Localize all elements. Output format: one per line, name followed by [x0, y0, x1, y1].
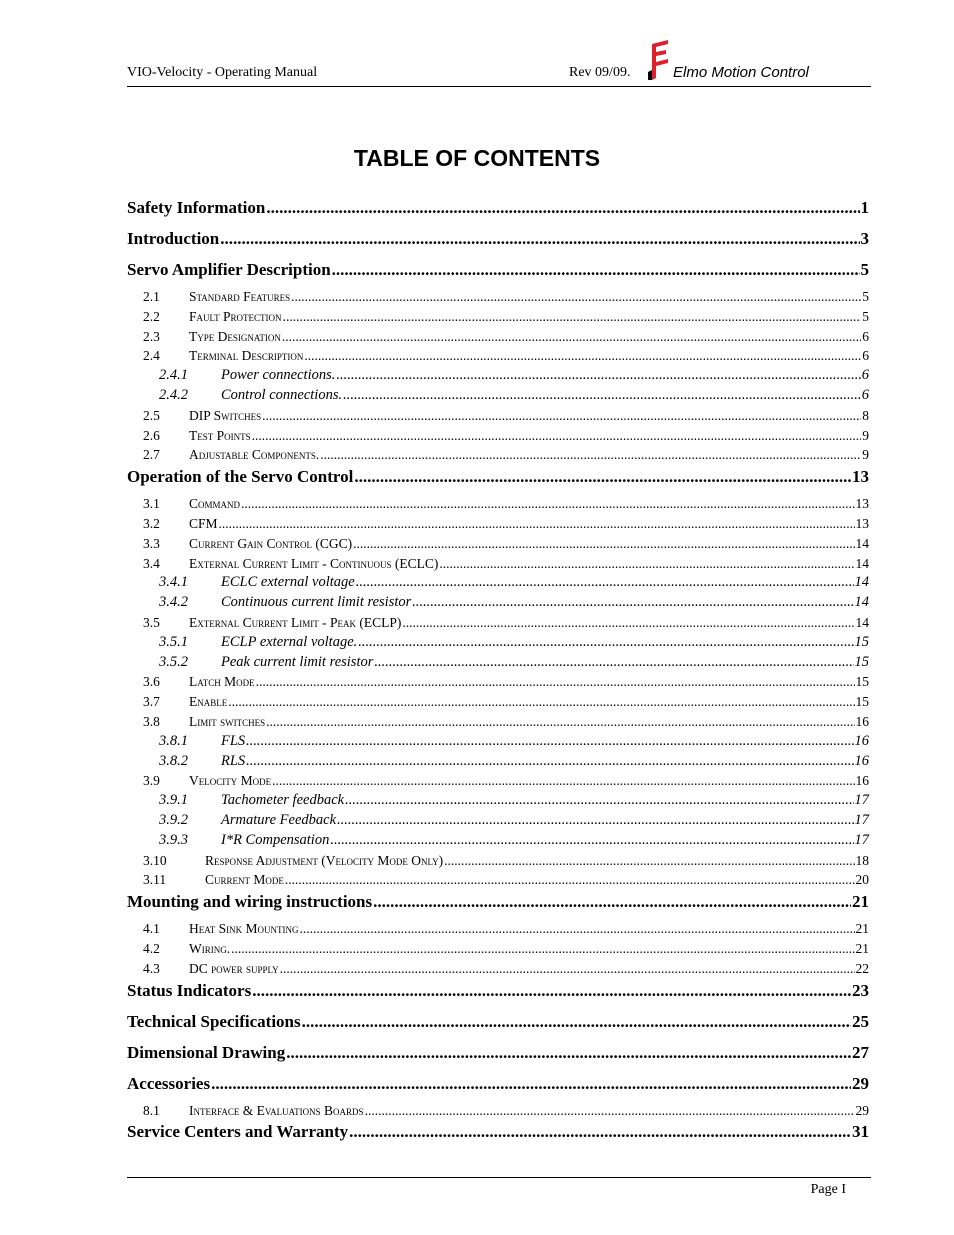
toc-entry-number: 2.7 — [143, 447, 160, 463]
toc-entry-page: 31 — [852, 1122, 869, 1142]
toc-dot-leader — [304, 346, 861, 366]
toc-entry-title: Command — [189, 496, 241, 512]
toc-entry-number: 3.10 — [143, 852, 167, 868]
toc-entry-title: Current Gain Control (CGC) — [189, 535, 353, 551]
toc-entry-title: Standard Features — [189, 289, 291, 304]
toc-entry[interactable] — [127, 514, 869, 534]
toc-entry-page: 3 — [860, 229, 869, 248]
toc-entry-page: 16 — [855, 773, 869, 789]
toc-entry-number: 4.2 — [143, 940, 160, 956]
toc-entry-number: 3.4.2 — [159, 594, 188, 611]
page-number: Page I — [810, 1182, 846, 1197]
toc-entry[interactable] — [127, 1101, 869, 1121]
toc-dot-leader — [402, 613, 854, 633]
toc-dot-leader — [374, 653, 853, 673]
toc-entry-page: 21 — [852, 892, 869, 912]
toc-dot-leader — [246, 732, 853, 752]
toc-entry-title: Power connections. — [221, 367, 336, 384]
toc-entry-number: 3.8.2 — [159, 752, 188, 769]
toc-entry-title: Response Adjustment (Velocity Mode Only) — [205, 852, 444, 868]
toc-dot-leader — [231, 939, 854, 959]
toc-entry-number: 3.5.2 — [159, 653, 188, 670]
toc-entry[interactable] — [127, 959, 869, 979]
toc-entry-page: 14 — [855, 535, 869, 551]
toc-entry-page: 29 — [855, 1102, 869, 1118]
toc-entry-title: Velocity Mode — [189, 773, 272, 789]
toc-dot-leader — [412, 593, 853, 613]
toc-dot-leader — [283, 307, 862, 327]
toc-entry-page: 13 — [855, 515, 869, 531]
toc-entry[interactable] — [127, 613, 869, 633]
toc-dot-leader — [330, 831, 853, 851]
toc-entry-number: 3.4 — [143, 555, 160, 571]
toc-entry-title: Accessories — [127, 1073, 211, 1093]
toc-entry-page: 18 — [855, 852, 869, 868]
toc-entry-page: 17 — [854, 811, 869, 828]
brand-name: Elmo Motion Control — [673, 64, 809, 81]
toc-entry-number: 2.1 — [143, 289, 160, 304]
toc-entry-title: Current Mode — [205, 872, 284, 888]
toc-entry[interactable] — [127, 1041, 869, 1072]
toc-entry[interactable] — [127, 1072, 869, 1101]
toc-entry-title: Operation of the Servo Control — [127, 467, 354, 487]
toc-entry-page: 5 — [860, 260, 869, 279]
toc-dot-leader — [336, 366, 860, 386]
toc-entry-page: 14 — [854, 594, 869, 611]
toc-entry-number: 2.6 — [143, 427, 160, 443]
toc-entry-number: 4.3 — [143, 960, 160, 976]
toc-entry-number: 3.8.1 — [159, 732, 188, 749]
toc-entry-title: External Current Limit - Peak (ECLP) — [189, 614, 402, 630]
toc-entry[interactable] — [127, 919, 869, 939]
toc-dot-leader — [280, 959, 855, 979]
toc-dot-leader — [365, 1101, 855, 1121]
toc-entry-page: 16 — [855, 713, 869, 729]
toc-entry-page: 16 — [854, 732, 869, 749]
toc-entry-page: 17 — [854, 792, 869, 809]
toc-entry-page: 20 — [855, 872, 869, 888]
toc-entry[interactable] — [127, 633, 869, 653]
toc-entry[interactable] — [127, 752, 869, 772]
toc-entry-page: 1 — [860, 198, 869, 217]
toc-dot-leader — [219, 514, 855, 534]
toc-dot-leader — [246, 752, 853, 772]
toc-entry-page: 17 — [854, 831, 869, 848]
toc-entry[interactable] — [127, 573, 869, 593]
toc-entry[interactable] — [127, 672, 869, 692]
toc-entry[interactable] — [127, 692, 869, 712]
toc-entry-page: 27 — [852, 1042, 869, 1062]
toc-entry-title: Test Points — [189, 427, 251, 443]
toc-entry-title: Fault Protection — [189, 308, 282, 324]
page-header — [127, 36, 871, 87]
toc-entry[interactable] — [127, 1010, 869, 1041]
toc-entry-title: Wiring. — [189, 940, 231, 956]
toc-entry-number: 4.1 — [143, 921, 160, 937]
toc-entry-title: DC power supply — [189, 960, 279, 976]
toc-entry-title: ECLP external voltage. — [221, 633, 358, 650]
toc-dot-leader — [439, 554, 854, 574]
toc-entry[interactable] — [127, 851, 869, 871]
toc-dot-leader — [349, 1120, 851, 1144]
toc-entry-page: 15 — [854, 633, 869, 650]
toc-entry-page: 15 — [855, 694, 869, 710]
toc-entry-number: 3.8 — [143, 713, 160, 729]
toc-dot-leader — [302, 1010, 851, 1034]
toc-dot-leader — [373, 890, 851, 914]
toc-dot-leader — [337, 811, 853, 831]
toc-entry[interactable] — [127, 196, 869, 227]
toc-entry-title: Status Indicators — [127, 980, 252, 1000]
toc-entry[interactable] — [127, 771, 869, 791]
toc-entry-page: 21 — [855, 940, 869, 956]
toc-entry-title: Mounting and wiring instructions — [127, 892, 373, 912]
toc-dot-leader — [228, 692, 854, 712]
toc-entry-number: 3.2 — [143, 515, 160, 531]
toc-entry[interactable] — [127, 554, 869, 574]
toc-entry-page: 21 — [855, 921, 869, 937]
toc-dot-leader — [332, 258, 860, 282]
toc-entry-page: 6 — [861, 367, 869, 384]
toc-entry[interactable] — [127, 465, 869, 494]
toc-entry[interactable] — [127, 346, 869, 366]
toc-dot-leader — [343, 386, 861, 406]
toc-entry-number: 8.1 — [143, 1102, 160, 1118]
toc-entry[interactable] — [127, 811, 869, 831]
toc-entry-title: Tachometer feedback — [221, 792, 345, 809]
toc-entry-page: 6 — [862, 348, 869, 364]
toc-entry-page: 5 — [862, 308, 869, 324]
toc-entry-title: Limit switches — [189, 713, 266, 729]
table-of-contents — [127, 196, 869, 1151]
toc-entry-title: Introduction — [127, 229, 220, 248]
toc-entry[interactable] — [127, 712, 869, 732]
toc-entry-title: CFM — [189, 515, 218, 531]
toc-entry-number: 2.4.1 — [159, 367, 188, 384]
toc-entry[interactable] — [127, 653, 869, 673]
toc-dot-leader — [444, 851, 854, 871]
toc-entry[interactable] — [127, 939, 869, 959]
toc-entry-title: Control connections. — [221, 386, 343, 403]
toc-dot-leader — [256, 672, 855, 692]
toc-entry-page: 14 — [855, 614, 869, 630]
toc-entry-page: 9 — [862, 427, 869, 443]
toc-entry-title: Dimensional Drawing — [127, 1042, 286, 1062]
toc-entry-number: 3.9.3 — [159, 831, 188, 848]
toc-entry[interactable] — [127, 258, 869, 287]
toc-dot-leader — [252, 979, 851, 1003]
toc-entry-title: Adjustable Components. — [189, 447, 320, 463]
toc-entry[interactable] — [127, 732, 869, 752]
toc-dot-leader — [300, 919, 855, 939]
toc-entry[interactable] — [127, 534, 869, 554]
toc-entry-number: 2.5 — [143, 407, 160, 423]
toc-entry[interactable] — [127, 307, 869, 327]
toc-dot-leader — [211, 1072, 851, 1096]
revision-label: Rev 09/09. — [569, 65, 631, 80]
toc-entry-title: ECLC external voltage — [221, 574, 355, 591]
elmo-logo-icon — [646, 38, 672, 82]
toc-entry-title: Latch Mode — [189, 674, 255, 690]
toc-dot-leader — [345, 791, 853, 811]
toc-dot-leader — [358, 633, 853, 653]
toc-entry-title: DIP Switches — [189, 407, 262, 423]
toc-entry-number: 3.9 — [143, 773, 160, 789]
toc-entry-page: 13 — [852, 467, 869, 487]
toc-entry-page: 13 — [855, 496, 869, 512]
toc-entry-title: Peak current limit resistor — [221, 653, 374, 670]
toc-entry[interactable] — [127, 227, 869, 258]
toc-entry-number: 3.3 — [143, 535, 160, 551]
toc-entry[interactable] — [127, 831, 869, 851]
page-footer — [127, 1177, 871, 1197]
toc-entry-title: Servo Amplifier Description — [127, 260, 331, 279]
toc-entry-number: 2.4 — [143, 348, 160, 364]
toc-entry[interactable] — [127, 327, 869, 347]
toc-entry[interactable] — [127, 870, 869, 890]
toc-entry-number: 3.1 — [143, 496, 160, 512]
toc-entry[interactable] — [127, 494, 869, 514]
toc-entry-title: Safety Information — [127, 198, 266, 217]
toc-entry[interactable] — [127, 366, 869, 386]
toc-dot-leader — [262, 406, 861, 426]
toc-entry-page: 14 — [854, 574, 869, 591]
toc-entry[interactable] — [127, 406, 869, 426]
toc-entry-number: 3.9.2 — [159, 811, 188, 828]
toc-entry-title: Continuous current limit resistor — [221, 594, 412, 611]
toc-entry-page: 23 — [852, 980, 869, 1000]
toc-entry-title: FLS — [221, 732, 246, 749]
toc-dot-leader — [354, 465, 851, 489]
toc-entry-title: Armature Feedback — [221, 811, 337, 828]
toc-dot-leader — [285, 870, 855, 890]
toc-entry[interactable] — [127, 979, 869, 1010]
toc-entry-title: Interface & Evaluations Boards — [189, 1102, 364, 1118]
toc-entry-title: Technical Specifications — [127, 1011, 301, 1031]
toc-entry-page: 6 — [862, 328, 869, 344]
toc-entry[interactable] — [127, 386, 869, 406]
toc-entry-number: 2.3 — [143, 328, 160, 344]
toc-entry-page: 22 — [855, 960, 869, 976]
toc-entry-page: 5 — [862, 289, 869, 304]
toc-entry[interactable] — [127, 287, 869, 307]
toc-dot-leader — [356, 573, 854, 593]
toc-entry-number: 3.6 — [143, 674, 160, 690]
toc-entry[interactable] — [127, 445, 869, 465]
toc-entry-title: I*R Compensation — [221, 831, 330, 848]
toc-entry[interactable] — [127, 593, 869, 613]
page-title: TABLE OF CONTENTS — [353, 145, 601, 171]
toc-entry-number: 3.9.1 — [159, 792, 188, 809]
toc-dot-leader — [286, 1041, 851, 1065]
toc-entry-title: Terminal Description — [189, 348, 304, 364]
toc-entry[interactable] — [127, 791, 869, 811]
toc-entry-title: Type Designation — [189, 328, 281, 344]
toc-entry-title: Enable — [189, 694, 228, 710]
toc-dot-leader — [252, 426, 862, 446]
toc-dot-leader — [353, 534, 854, 554]
toc-entry[interactable] — [127, 890, 869, 919]
toc-entry-page: 16 — [854, 752, 869, 769]
toc-entry-number: 3.5.1 — [159, 633, 188, 650]
toc-entry-page: 6 — [861, 386, 869, 403]
toc-entry-number: 3.4.1 — [159, 574, 188, 591]
toc-dot-leader — [272, 771, 854, 791]
toc-entry-page: 29 — [852, 1073, 869, 1093]
toc-entry-page: 15 — [854, 653, 869, 670]
toc-entry[interactable] — [127, 426, 869, 446]
toc-entry-page: 25 — [852, 1011, 869, 1031]
toc-entry-title: External Current Limit - Continuous (ECLC) — [189, 555, 439, 571]
toc-dot-leader — [241, 494, 854, 514]
toc-entry-number: 2.4.2 — [159, 386, 188, 403]
toc-dot-leader — [320, 445, 861, 465]
toc-dot-leader — [220, 227, 859, 251]
toc-dot-leader — [266, 196, 859, 220]
toc-entry-title: RLS — [221, 752, 246, 769]
toc-entry-number: 3.7 — [143, 694, 160, 710]
document-title: VIO-Velocity - Operating Manual — [127, 65, 318, 80]
toc-entry-page: 8 — [862, 407, 869, 423]
toc-dot-leader — [266, 712, 854, 732]
toc-entry-number: 2.2 — [143, 308, 160, 324]
toc-entry-title: Heat Sink Mounting — [189, 921, 299, 937]
toc-entry[interactable] — [127, 1120, 869, 1151]
toc-entry-title: Service Centers and Warranty — [127, 1122, 349, 1142]
toc-entry-number: 3.5 — [143, 614, 160, 630]
toc-entry-page: 14 — [855, 555, 869, 571]
toc-dot-leader — [282, 327, 861, 347]
toc-entry-page: 9 — [862, 447, 869, 463]
toc-dot-leader — [291, 287, 861, 307]
toc-entry-page: 15 — [855, 674, 869, 690]
toc-entry-number: 3.11 — [143, 872, 167, 888]
